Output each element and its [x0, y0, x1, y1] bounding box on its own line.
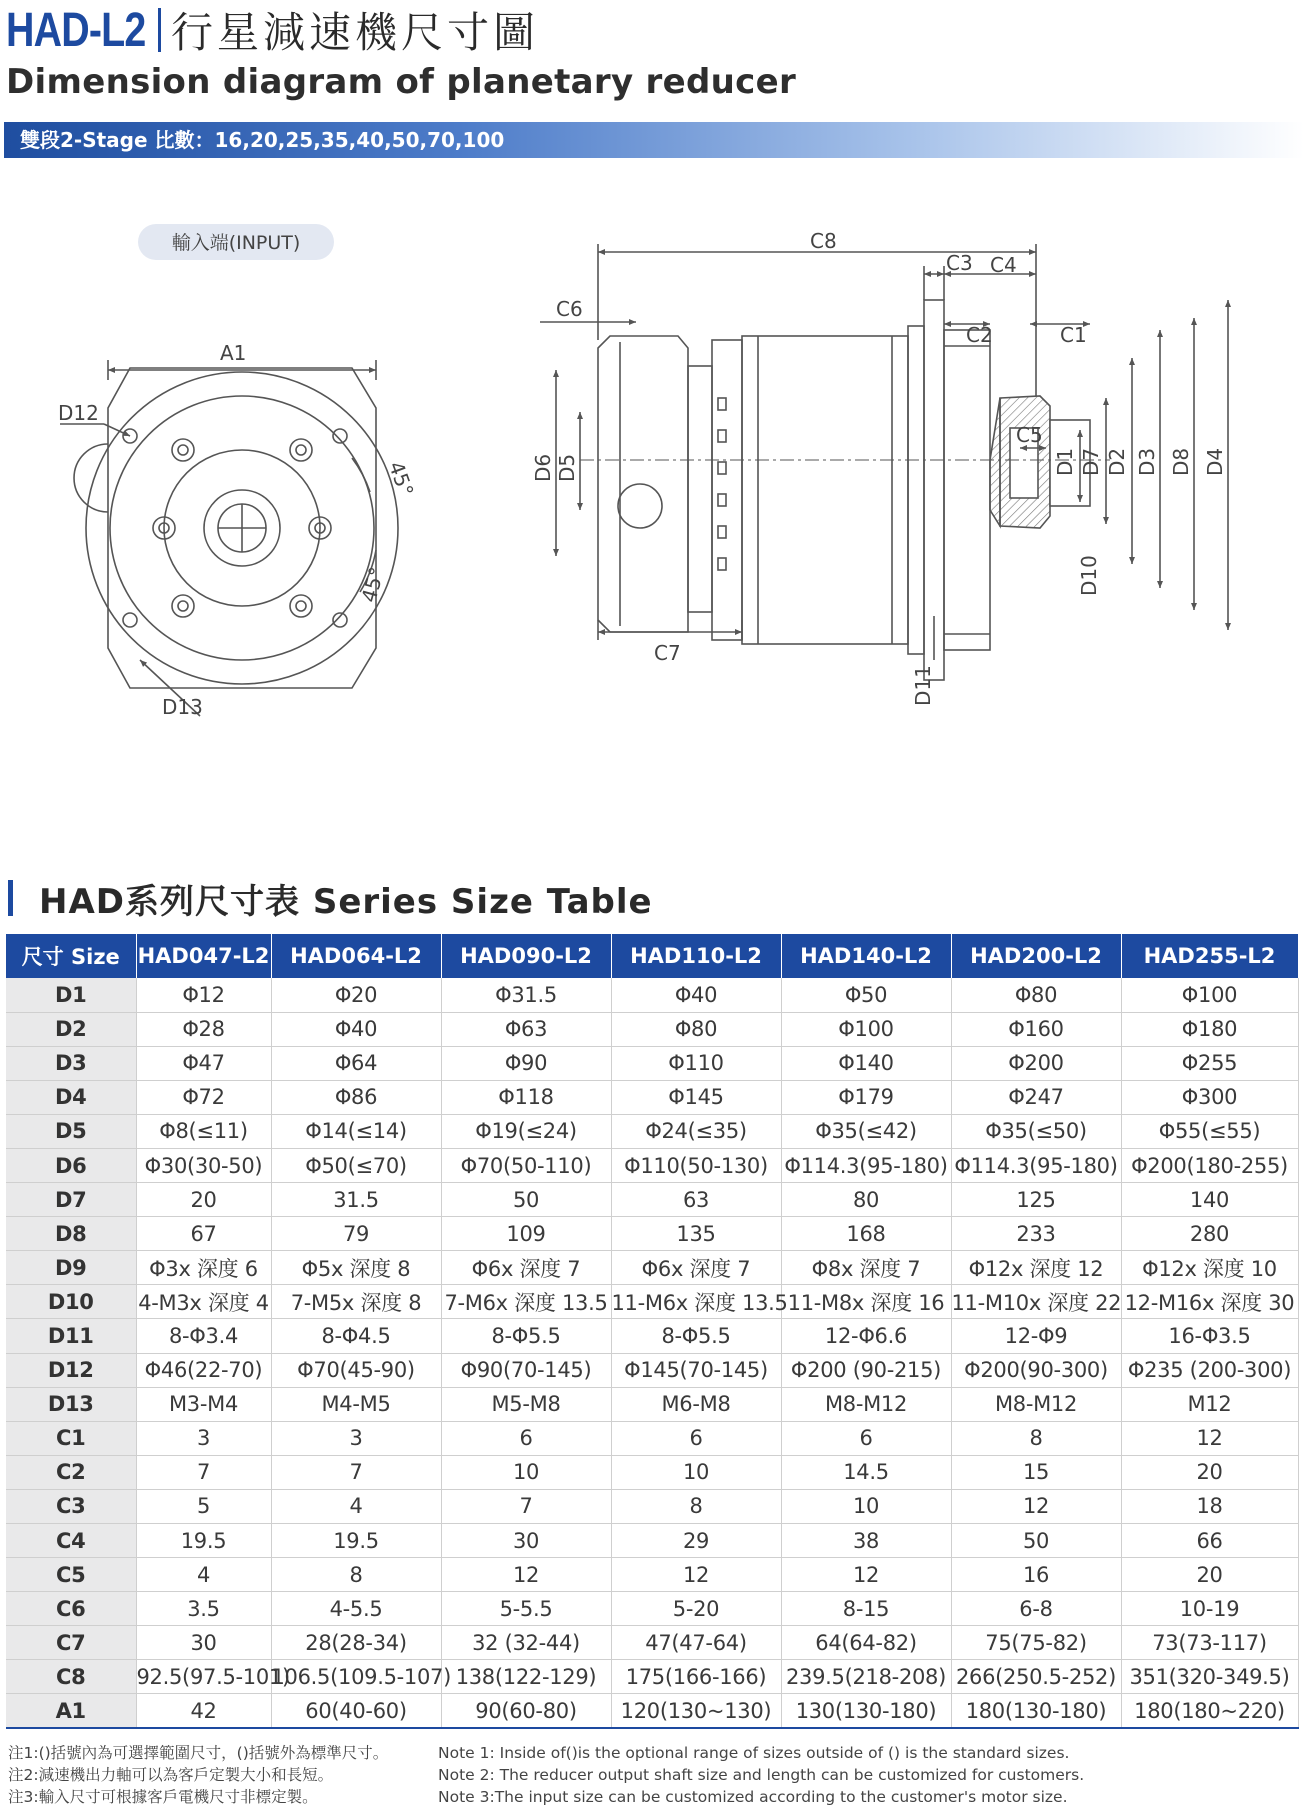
table-cell: 4 — [136, 1558, 271, 1592]
table-cell: 8-15 — [781, 1592, 951, 1626]
table-row — [6, 1558, 1298, 1592]
table-cell: 3 — [136, 1421, 271, 1455]
table-cell: 280 — [1121, 1217, 1298, 1251]
row-header-cell: D4 — [6, 1080, 136, 1114]
table-cell: 125 — [951, 1183, 1121, 1217]
c2-label: C2 — [966, 323, 993, 347]
table-cell: Φ31.5 — [441, 978, 611, 1012]
header-size: 尺寸 Size — [6, 934, 136, 978]
table-cell: 12 — [611, 1558, 781, 1592]
row-header-cell: D9 — [6, 1251, 136, 1285]
row-header-cell: C1 — [6, 1421, 136, 1455]
row-header-cell: C5 — [6, 1558, 136, 1592]
table-cell: Φ70(45-90) — [271, 1353, 441, 1387]
table-cell: Φ80 — [951, 978, 1121, 1012]
table-cell: 12 — [951, 1489, 1121, 1523]
table-cell: 8 — [611, 1489, 781, 1523]
table-cell: 3.5 — [136, 1592, 271, 1626]
table-cell: Φ90 — [441, 1046, 611, 1080]
d11-label: D11 — [911, 665, 935, 706]
table-cell: 12-M16x 深度 30 — [1121, 1285, 1298, 1319]
table-cell: Φ12x 深度 12 — [951, 1251, 1121, 1285]
table-cell: 239.5(218-208) — [781, 1660, 951, 1694]
table-cell: Φ110 — [611, 1046, 781, 1080]
collar — [908, 326, 924, 654]
table-row — [6, 1524, 1298, 1558]
table-cell: 7-M5x 深度 8 — [271, 1285, 441, 1319]
table-cell: Φ5x 深度 8 — [271, 1251, 441, 1285]
table-cell: 10 — [781, 1489, 951, 1523]
table-row — [6, 1285, 1298, 1319]
table-cell: Φ300 — [1121, 1080, 1298, 1114]
table-cell: Φ70(50-110) — [441, 1148, 611, 1182]
table-header-row — [6, 934, 1298, 978]
table-cell: Φ20 — [271, 978, 441, 1012]
output-body — [944, 330, 990, 650]
table-cell: 10 — [441, 1455, 611, 1489]
table-cell: 64(64-82) — [781, 1626, 951, 1660]
table-cell: 4 — [271, 1489, 441, 1523]
note-en-2: Note 2: The reducer output shaft size and length can be customized for customers. — [438, 1766, 1085, 1784]
table-row — [6, 1387, 1298, 1421]
a1-label: A1 — [220, 341, 247, 365]
table-cell: 180(130-180) — [951, 1694, 1121, 1728]
table-cell: Φ179 — [781, 1080, 951, 1114]
d4-label: D4 — [1203, 447, 1227, 476]
row-header-cell: D2 — [6, 1012, 136, 1046]
table-row — [6, 1012, 1298, 1046]
table-row — [6, 1694, 1298, 1728]
input-label: 輸入端(INPUT) — [171, 232, 301, 254]
header-had064: HAD064-L2 — [271, 934, 441, 978]
table-row — [6, 1353, 1298, 1387]
table-cell: 135 — [611, 1217, 781, 1251]
table-cell: Φ12x 深度 10 — [1121, 1251, 1298, 1285]
table-cell: 16-Φ3.5 — [1121, 1319, 1298, 1353]
table-cell: 7 — [136, 1455, 271, 1489]
table-cell: 120(130~130) — [611, 1694, 781, 1728]
table-cell: 3 — [271, 1421, 441, 1455]
front-view — [60, 360, 398, 716]
row-header-cell: D7 — [6, 1183, 136, 1217]
note-en-1: Note 1: Inside of()is the optional range of sizes outside of () is the standard sizes. — [438, 1744, 1070, 1762]
table-cell: 28(28-34) — [271, 1626, 441, 1660]
table-cell: 140 — [1121, 1183, 1298, 1217]
table-cell: 138(122-129) — [441, 1660, 611, 1694]
table-cell: 5-5.5 — [441, 1592, 611, 1626]
table-cell: Φ19(≤24) — [441, 1114, 611, 1148]
table-cell: Φ247 — [951, 1080, 1121, 1114]
row-header-cell: C8 — [6, 1660, 136, 1694]
table-cell: Φ235 (200-300) — [1121, 1353, 1298, 1387]
note-cn-3: 注3:輸入尺寸可根據客戶電機尺寸非標定製。 — [8, 1788, 318, 1806]
d1-label: D1 — [1053, 447, 1077, 476]
table-cell: Φ80 — [611, 1012, 781, 1046]
c4-label: C4 — [990, 253, 1017, 277]
table-cell: Φ50(≤70) — [271, 1148, 441, 1182]
front-left-boss — [74, 444, 108, 512]
table-cell: Φ200 (90-215) — [781, 1353, 951, 1387]
header-had090: HAD090-L2 — [441, 934, 611, 978]
table-cell: Φ8x 深度 7 — [781, 1251, 951, 1285]
table-cell: 92.5(97.5-101) — [136, 1660, 271, 1694]
table-cell: 8 — [271, 1558, 441, 1592]
table-title — [8, 872, 653, 924]
ring-gear — [712, 340, 742, 640]
table-cell: Φ110(50-130) — [611, 1148, 781, 1182]
header-had200: HAD200-L2 — [951, 934, 1121, 978]
table-title-text: HAD系列尺寸表 Series Size Table — [39, 881, 653, 922]
table-cell: Φ100 — [1121, 978, 1298, 1012]
table-cell: 79 — [271, 1217, 441, 1251]
title-divider — [158, 8, 161, 52]
c6-label: C6 — [556, 297, 583, 321]
d3-label: D3 — [1135, 447, 1159, 476]
table-cell: 38 — [781, 1524, 951, 1558]
table-cell: Φ160 — [951, 1012, 1121, 1046]
table-cell: 50 — [951, 1524, 1121, 1558]
table-cell: 30 — [441, 1524, 611, 1558]
table-cell: Φ40 — [611, 978, 781, 1012]
table-cell: Φ200(180-255) — [1121, 1148, 1298, 1182]
row-header-cell: C2 — [6, 1455, 136, 1489]
table-cell: 12 — [781, 1558, 951, 1592]
row-header-cell: D10 — [6, 1285, 136, 1319]
header — [0, 0, 1306, 160]
angle-45-upper: 45° — [383, 458, 419, 500]
header-had047: HAD047-L2 — [136, 934, 271, 978]
table-title-bar — [8, 880, 13, 916]
d5-label: D5 — [555, 453, 579, 482]
table-cell: 47(47-64) — [611, 1626, 781, 1660]
table-cell: Φ90(70-145) — [441, 1353, 611, 1387]
table-cell: Φ12 — [136, 978, 271, 1012]
table-cell: 31.5 — [271, 1183, 441, 1217]
table-cell: 63 — [611, 1183, 781, 1217]
notes-chinese — [8, 1742, 388, 1808]
table-cell: 20 — [1121, 1558, 1298, 1592]
table-cell: 351(320-349.5) — [1121, 1660, 1298, 1694]
table-row — [6, 1114, 1298, 1148]
table-cell: Φ180 — [1121, 1012, 1298, 1046]
table-cell: 8-Φ3.4 — [136, 1319, 271, 1353]
table-cell: M8-M12 — [951, 1387, 1121, 1421]
table-cell: 175(166-166) — [611, 1660, 781, 1694]
title-row — [6, 2, 539, 58]
note-cn-2: 注2:減速機出力軸可以為客戶定製大小和長短。 — [8, 1766, 334, 1784]
row-header-cell: D5 — [6, 1114, 136, 1148]
c5-label: C5 — [1016, 423, 1043, 447]
table-cell: Φ14(≤14) — [271, 1114, 441, 1148]
table-cell: M3-M4 — [136, 1387, 271, 1421]
table-cell: 14.5 — [781, 1455, 951, 1489]
table-cell: Φ200(90-300) — [951, 1353, 1121, 1387]
drawing-svg — [0, 220, 1306, 780]
row-header-cell: D3 — [6, 1046, 136, 1080]
table-cell: Φ35(≤42) — [781, 1114, 951, 1148]
row-header-cell: C4 — [6, 1524, 136, 1558]
row-header-cell: D13 — [6, 1387, 136, 1421]
table-cell: Φ35(≤50) — [951, 1114, 1121, 1148]
row-header-cell: C3 — [6, 1489, 136, 1523]
c8-label: C8 — [810, 229, 837, 253]
table-cell: 12-Φ6.6 — [781, 1319, 951, 1353]
table-cell: Φ40 — [271, 1012, 441, 1046]
table-cell: 80 — [781, 1183, 951, 1217]
table-cell: Φ100 — [781, 1012, 951, 1046]
table-cell: Φ140 — [781, 1046, 951, 1080]
table-cell: 11-M6x 深度 13.5 — [611, 1285, 781, 1319]
d2-label: D2 — [1105, 447, 1129, 476]
table-cell: 50 — [441, 1183, 611, 1217]
stage-ratio-band: 雙段2-Stage 比數：16,20,25,35,40,50,70,100 — [4, 122, 1304, 158]
table-row — [6, 1489, 1298, 1523]
table-cell: 11-M8x 深度 16 — [781, 1285, 951, 1319]
table-cell: 266(250.5-252) — [951, 1660, 1121, 1694]
table-cell: Φ114.3(95-180) — [781, 1148, 951, 1182]
table-cell: 6-8 — [951, 1592, 1121, 1626]
table-cell: M12 — [1121, 1387, 1298, 1421]
table-cell: M4-M5 — [271, 1387, 441, 1421]
chinese-title: 行星減速機尺寸圖 — [171, 8, 540, 57]
table-cell: 106.5(109.5-107) — [271, 1660, 441, 1694]
table-cell: Φ50 — [781, 978, 951, 1012]
series-size-table — [6, 934, 1299, 1729]
table-row — [6, 1183, 1298, 1217]
table-cell: 66 — [1121, 1524, 1298, 1558]
table-cell: 4-5.5 — [271, 1592, 441, 1626]
table-cell: 19.5 — [136, 1524, 271, 1558]
table-cell: Φ145 — [611, 1080, 781, 1114]
table-cell: Φ145(70-145) — [611, 1353, 781, 1387]
table-cell: Φ3x 深度 6 — [136, 1251, 271, 1285]
table-cell: 42 — [136, 1694, 271, 1728]
table-cell: Φ72 — [136, 1080, 271, 1114]
table-cell: 11-M10x 深度 22 — [951, 1285, 1121, 1319]
table-cell: Φ47 — [136, 1046, 271, 1080]
input-shaft-circle — [618, 484, 662, 528]
table-cell: 8-Φ5.5 — [611, 1319, 781, 1353]
english-subtitle: Dimension diagram of planetary reducer — [6, 62, 797, 102]
table-cell: 73(73-117) — [1121, 1626, 1298, 1660]
d8-label: D8 — [1169, 447, 1193, 476]
table-cell: M5-M8 — [441, 1387, 611, 1421]
header-had255: HAD255-L2 — [1121, 934, 1298, 978]
table-cell: 30 — [136, 1626, 271, 1660]
table-row — [6, 1626, 1298, 1660]
table-cell: Φ46(22-70) — [136, 1353, 271, 1387]
table-cell: 6 — [441, 1421, 611, 1455]
table-row — [6, 1421, 1298, 1455]
table-cell: 8 — [951, 1421, 1121, 1455]
table-cell: 7-M6x 深度 13.5 — [441, 1285, 611, 1319]
row-header-cell: D1 — [6, 978, 136, 1012]
table-row — [6, 1080, 1298, 1114]
notes-english — [438, 1742, 1084, 1808]
dimension-drawing — [0, 220, 1306, 780]
table-cell: Φ6x 深度 7 — [441, 1251, 611, 1285]
table-row — [6, 1592, 1298, 1626]
table-cell: 90(60-80) — [441, 1694, 611, 1728]
table-cell: 180(180~220) — [1121, 1694, 1298, 1728]
table-cell: Φ55(≤55) — [1121, 1114, 1298, 1148]
table-cell: 6 — [781, 1421, 951, 1455]
main-housing — [742, 336, 908, 644]
c3-label: C3 — [946, 251, 973, 275]
table-cell: Φ200 — [951, 1046, 1121, 1080]
header-had110: HAD110-L2 — [611, 934, 781, 978]
table-cell: 7 — [441, 1489, 611, 1523]
c1-label: C1 — [1060, 323, 1087, 347]
table-cell: Φ255 — [1121, 1046, 1298, 1080]
table-cell: 60(40-60) — [271, 1694, 441, 1728]
table-cell: 5 — [136, 1489, 271, 1523]
d12-label: D12 — [58, 401, 99, 425]
table-cell: 12-Φ9 — [951, 1319, 1121, 1353]
table-body — [6, 978, 1298, 1728]
table-cell: Φ28 — [136, 1012, 271, 1046]
table-cell: 5-20 — [611, 1592, 781, 1626]
table-cell: 130(130-180) — [781, 1694, 951, 1728]
table-cell: 8-Φ4.5 — [271, 1319, 441, 1353]
row-header-cell: D11 — [6, 1319, 136, 1353]
row-header-cell: C6 — [6, 1592, 136, 1626]
d7-label: D7 — [1079, 447, 1103, 476]
table-cell: 29 — [611, 1524, 781, 1558]
table-row — [6, 1319, 1298, 1353]
table-cell: 233 — [951, 1217, 1121, 1251]
table-cell: 67 — [136, 1217, 271, 1251]
table-cell: 12 — [1121, 1421, 1298, 1455]
table-cell: 4-M3x 深度 4 — [136, 1285, 271, 1319]
ring-gear-teeth — [718, 398, 726, 570]
model-title: HAD-L2 — [6, 3, 146, 57]
table-cell: Φ8(≤11) — [136, 1114, 271, 1148]
table-row — [6, 1251, 1298, 1285]
table-cell: 8-Φ5.5 — [441, 1319, 611, 1353]
table-row — [6, 1148, 1298, 1182]
table-cell: 18 — [1121, 1489, 1298, 1523]
table-cell: 168 — [781, 1217, 951, 1251]
input-adapter — [688, 366, 712, 612]
table-cell: Φ63 — [441, 1012, 611, 1046]
table-row — [6, 1660, 1298, 1694]
table-cell: 109 — [441, 1217, 611, 1251]
d6-label: D6 — [531, 453, 555, 482]
input-label-pill — [138, 224, 334, 260]
row-header-cell: D8 — [6, 1217, 136, 1251]
table-cell: 20 — [1121, 1455, 1298, 1489]
table-cell: M8-M12 — [781, 1387, 951, 1421]
row-header-cell: A1 — [6, 1694, 136, 1728]
table-cell: 32 (32-44) — [441, 1626, 611, 1660]
table-row — [6, 1046, 1298, 1080]
table-cell: Φ86 — [271, 1080, 441, 1114]
table-row — [6, 978, 1298, 1012]
row-header-cell: D12 — [6, 1353, 136, 1387]
table-cell: 12 — [441, 1558, 611, 1592]
table-cell: Φ30(30-50) — [136, 1148, 271, 1182]
note-cn-1: 注1:()括號內為可選擇範圍尺寸，()括號外為標準尺寸。 — [8, 1744, 389, 1762]
d13-label: D13 — [162, 695, 203, 719]
c7-label: C7 — [654, 641, 681, 665]
d10-label: D10 — [1077, 555, 1101, 596]
table-cell: 19.5 — [271, 1524, 441, 1558]
table-cell: Φ24(≤35) — [611, 1114, 781, 1148]
table-cell: 10 — [611, 1455, 781, 1489]
table-row — [6, 1217, 1298, 1251]
table-cell: 20 — [136, 1183, 271, 1217]
table-cell: 16 — [951, 1558, 1121, 1592]
table-cell: 15 — [951, 1455, 1121, 1489]
table-cell: Φ118 — [441, 1080, 611, 1114]
row-header-cell: D6 — [6, 1148, 136, 1182]
header-had140: HAD140-L2 — [781, 934, 951, 978]
angle-45-lower: 45° — [356, 564, 389, 605]
row-header-cell: C7 — [6, 1626, 136, 1660]
table-cell: 75(75-82) — [951, 1626, 1121, 1660]
table-row — [6, 1455, 1298, 1489]
table-cell: M6-M8 — [611, 1387, 781, 1421]
table-cell: 10-19 — [1121, 1592, 1298, 1626]
table-cell: Φ6x 深度 7 — [611, 1251, 781, 1285]
note-en-3: Note 3:The input size can be customized according to the customer's motor size. — [438, 1788, 1068, 1806]
table-cell: Φ114.3(95-180) — [951, 1148, 1121, 1182]
table-cell: Φ64 — [271, 1046, 441, 1080]
table-cell: 6 — [611, 1421, 781, 1455]
table-cell: 7 — [271, 1455, 441, 1489]
